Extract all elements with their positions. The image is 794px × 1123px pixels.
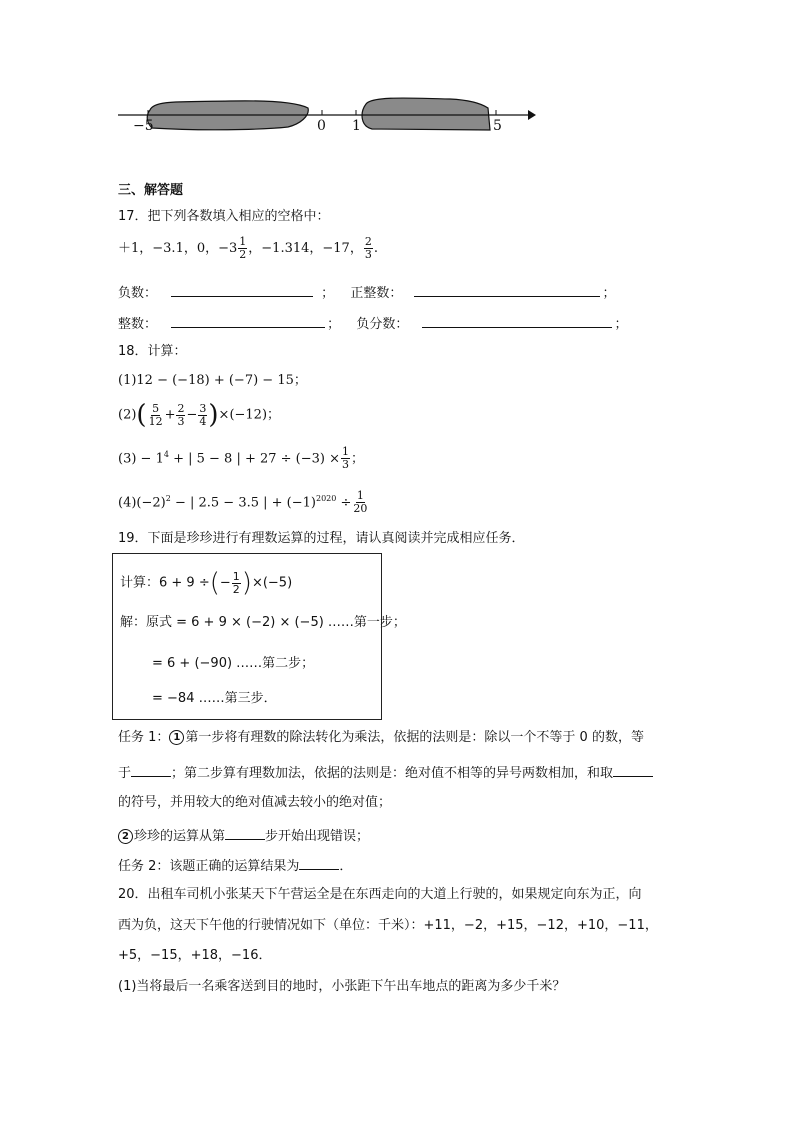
blank-4[interactable]: [299, 855, 339, 870]
positive-integer-label: 正整数：: [350, 286, 403, 301]
task1-line-3: 的符号，并用较大的绝对值减去较小的绝对值；: [118, 795, 392, 810]
q17-row1: 负数： ； 正整数： ；: [118, 282, 615, 303]
blank-2[interactable]: [613, 762, 653, 777]
q18-part2: (2)( $\frac{5}{12}$ + $\frac{2}{3}$ − $\frac{3}{4}$ )×(−12)；: [118, 400, 281, 430]
task2-line: 任务 2：该题正确的运算结果为 ．: [118, 855, 352, 876]
tick-label-neg5: −5: [133, 118, 154, 134]
q17-row2: 整数： ； 负分数： ；: [118, 313, 627, 334]
box-line-2: 解：原式 = 6 + 9 × (−2) × (−5) ……第一步；: [120, 615, 406, 630]
integer-blank[interactable]: [171, 313, 325, 328]
q18-part4: $(4)(-2)^2$ − | 2.5 − 3.5 | + $(-1)^{2020}$ ÷ $\frac{1}{20}$: [118, 489, 368, 516]
blank-1[interactable]: [131, 762, 171, 777]
fraction: $\frac{2}{3}$: [364, 235, 372, 261]
circle-1-icon: 1: [169, 730, 184, 745]
box-line-3: = 6 + (−90) ……第二步；: [152, 656, 315, 671]
blank-3[interactable]: [225, 825, 265, 840]
task1-line-2: 于 ；第二步算有理数加法，依据的法则是：绝对值不相等的异号两数相加，和取: [118, 762, 653, 783]
q20-line-3: +5，−15，+18，−16．: [118, 948, 272, 963]
q20-line-1: 20．出租车司机小张某天下午营运全是在东西走向的大道上行驶的，如果规定向东为正，向: [118, 887, 642, 902]
negative-fraction-blank[interactable]: [422, 313, 612, 328]
positive-integer-blank[interactable]: [414, 282, 600, 297]
box-line-4: = −84 ……第三步．: [152, 691, 277, 706]
q18-part1: (1)12 − (−18) + (−7) − 15；: [118, 373, 307, 388]
negative-blank[interactable]: [171, 282, 313, 297]
section-title: 三、解答题: [118, 183, 184, 198]
negative-fraction-label: 负分数：: [356, 317, 409, 332]
circle-2-icon: 2: [118, 829, 133, 844]
tick-label-0: 0: [317, 118, 326, 134]
task1-line-4: 2 珍珍的运算从第 步开始出现错误；: [118, 825, 369, 846]
q18-part3: $(3) - 1^4$ + | 5 − 8 | + 27 ÷ (−3) × $\frac{1}{3}$ ；: [118, 445, 365, 472]
box-line-1: 计算：6 + 9 ÷(− $\frac{1}{2}$ )×(−5): [120, 568, 293, 598]
q20-line-2: 西为负，这天下午他的行驶情况如下（单位：千米）：+11，−2，+15，−12，+10，−11，: [118, 918, 658, 933]
integer-label: 整数：: [118, 317, 158, 332]
tick-label-1: 1: [352, 118, 361, 134]
q17-stem: 17．把下列各数填入相应的空格中：: [118, 209, 330, 224]
q18-stem: 18．计算：: [118, 344, 187, 359]
negative-label: 负数：: [118, 286, 158, 301]
shaded-region-right: [362, 98, 490, 130]
q20-line-4: (1)当将最后一名乘客送到目的地时，小张距下午出车地点的距离为多少千米？: [118, 979, 566, 994]
fraction: $\frac{1}{2}$: [239, 235, 247, 261]
q17-numbers: ＋1，−3.1，0，−3 $\frac{1}{2}$ ，−1.314，−17， $\frac{2}{3}$ .: [118, 235, 378, 261]
task1-line-1: 任务 1： 1 第一步将有理数的除法转化为乘法，依据的法则是：除以一个不等于 0 的数，等: [118, 730, 644, 745]
axis-arrow: [528, 110, 536, 120]
tick-label-5: 5: [493, 118, 502, 134]
q19-stem: 19．下面是珍珍进行有理数运算的过程，请认真阅读并完成相应任务．: [118, 531, 525, 546]
number-line-figure: [110, 90, 550, 140]
